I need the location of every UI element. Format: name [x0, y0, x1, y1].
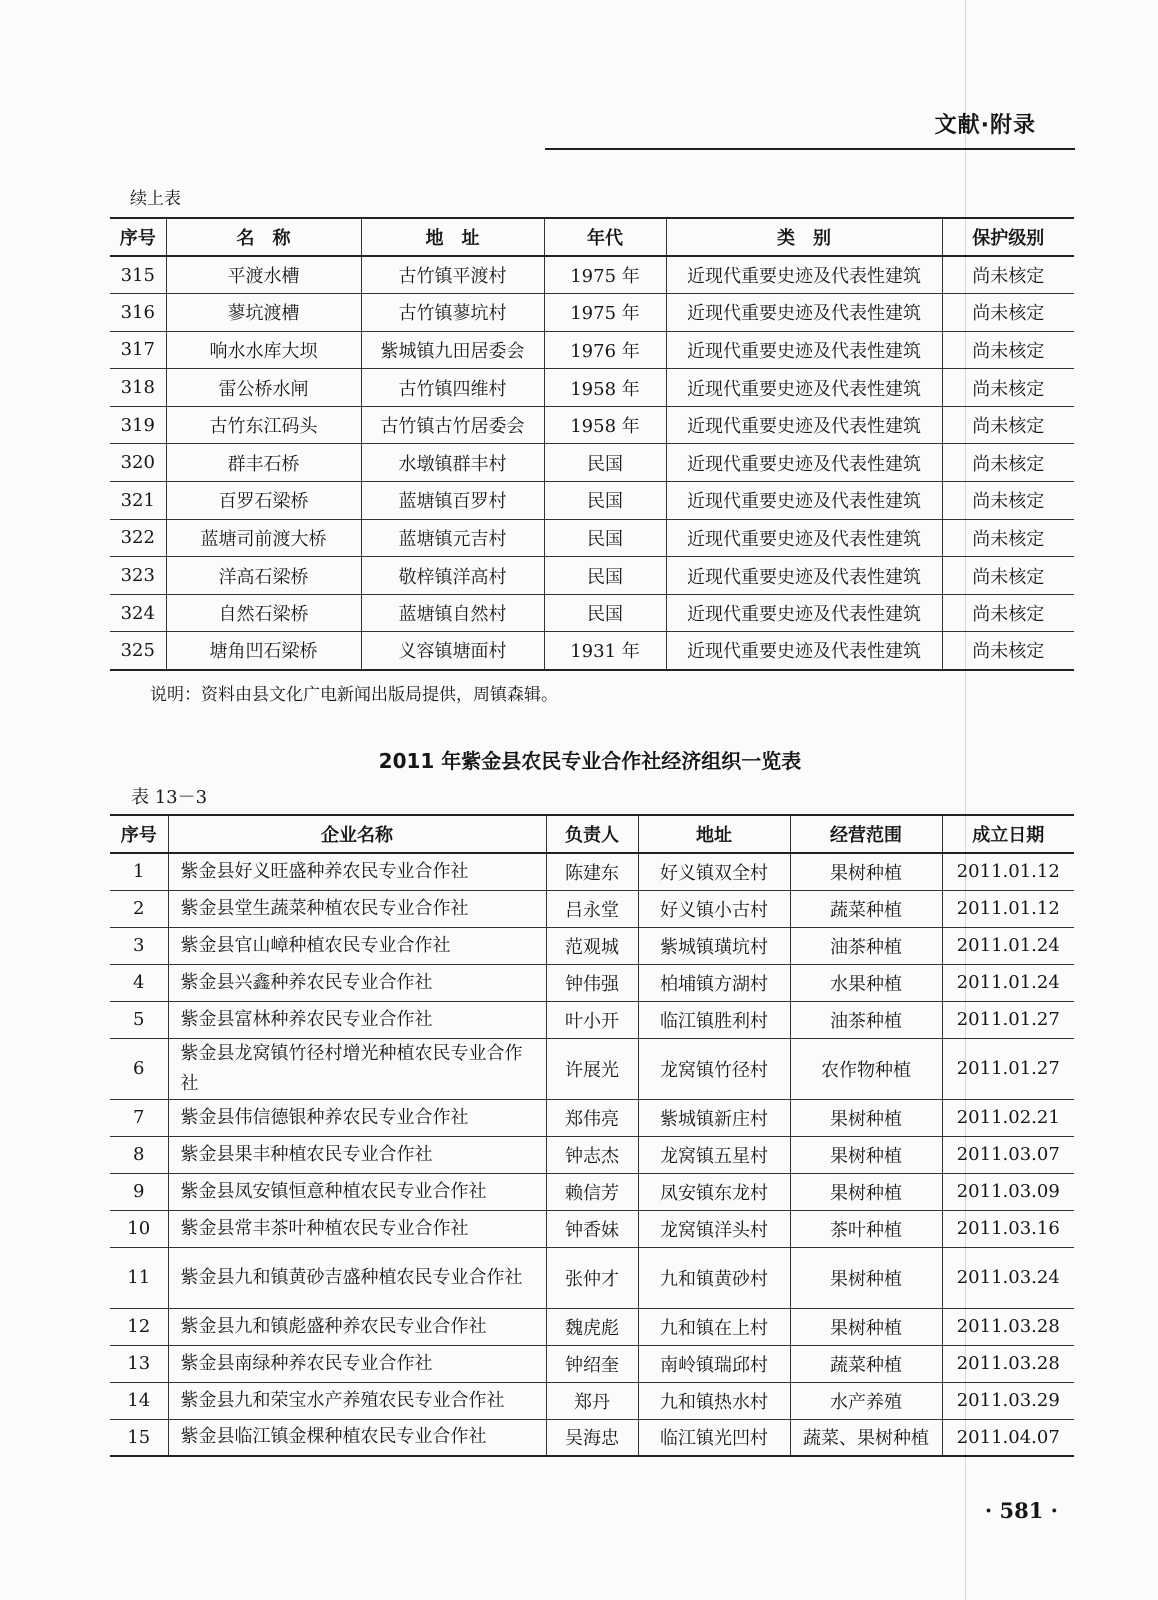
table-cell: 紫金县临江镇金棵种植农民专业合作社	[168, 1419, 546, 1456]
table-cell: 近现代重要史迹及代表性建筑	[666, 369, 942, 407]
table-cell: 尚未核定	[942, 519, 1074, 557]
page-number: · 581 ·	[984, 1498, 1058, 1523]
table-row	[110, 890, 1074, 927]
table-row	[110, 1247, 1074, 1308]
table-cell: 果树种植	[790, 1308, 942, 1345]
table-cell: 2011.02.21	[942, 1099, 1074, 1136]
table-cell: 2	[110, 890, 168, 927]
table-cell: 1	[110, 853, 168, 890]
table-cell: 1976 年	[544, 331, 666, 369]
cooperatives-table	[110, 814, 1074, 1457]
table-row	[110, 369, 1074, 407]
table-cell: 龙窝镇洋头村	[638, 1210, 790, 1247]
table-cell: 凤安镇东龙村	[638, 1173, 790, 1210]
table-cell: 百罗石梁桥	[166, 482, 361, 520]
table-cell: 316	[110, 294, 166, 332]
table-cell: 果树种植	[790, 1136, 942, 1173]
table-note: 说明：资料由县文化广电新闻出版局提供，周镇森辑。	[150, 685, 558, 705]
table-cell: 13	[110, 1345, 168, 1382]
table-cell: 尚未核定	[942, 557, 1074, 595]
table-cell: 紫金县南绿种养农民专业合作社	[168, 1345, 546, 1382]
table-row	[110, 1173, 1074, 1210]
table-cell: 近现代重要史迹及代表性建筑	[666, 294, 942, 332]
table-cell: 郑丹	[546, 1382, 638, 1419]
table-cell: 紫金县伟信德银种养农民专业合作社	[168, 1099, 546, 1136]
table-row	[110, 964, 1074, 1001]
table-cell: 325	[110, 632, 166, 670]
table-cell: 近现代重要史迹及代表性建筑	[666, 594, 942, 632]
table-row	[110, 927, 1074, 964]
column-header: 企业名称	[168, 815, 546, 853]
table-cell: 蓝塘司前渡大桥	[166, 519, 361, 557]
table-cell: 蔬菜种植	[790, 890, 942, 927]
table-cell: 民国	[544, 594, 666, 632]
table-cell: 柏埔镇方湖村	[638, 964, 790, 1001]
table-cell: 陈建东	[546, 853, 638, 890]
table-cell: 4	[110, 964, 168, 1001]
table-cell: 2011.04.07	[942, 1419, 1074, 1456]
table-cell: 2011.01.27	[942, 1001, 1074, 1038]
table-cell: 农作物种植	[790, 1038, 942, 1099]
table-cell: 近现代重要史迹及代表性建筑	[666, 256, 942, 294]
table-cell: 叶小开	[546, 1001, 638, 1038]
table-cell: 魏虎彪	[546, 1308, 638, 1345]
table-cell: 2011.03.29	[942, 1382, 1074, 1419]
table-cell: 323	[110, 557, 166, 595]
table-cell: 水果种植	[790, 964, 942, 1001]
table-cell: 1958 年	[544, 369, 666, 407]
table-cell: 紫金县常丰茶叶种植农民专业合作社	[168, 1210, 546, 1247]
table-cell: 临江镇光凹村	[638, 1419, 790, 1456]
table-cell: 8	[110, 1136, 168, 1173]
table-cell: 水产养殖	[790, 1382, 942, 1419]
table-cell: 尚未核定	[942, 632, 1074, 670]
table-cell: 2011.01.24	[942, 964, 1074, 1001]
table-cell: 紫金县富林种养农民专业合作社	[168, 1001, 546, 1038]
table-cell: 近现代重要史迹及代表性建筑	[666, 331, 942, 369]
table-row	[110, 294, 1074, 332]
table-cell: 龙窝镇竹径村	[638, 1038, 790, 1099]
running-header-title: 文献·附录	[934, 113, 1036, 138]
table-cell: 民国	[544, 444, 666, 482]
table-cell: 尚未核定	[942, 444, 1074, 482]
table-cell: 九和镇黄砂村	[638, 1247, 790, 1308]
table-cell: 紫金县九和荣宝水产养殖农民专业合作社	[168, 1382, 546, 1419]
table-cell: 响水水库大坝	[166, 331, 361, 369]
table-cell: 范观城	[546, 927, 638, 964]
table-cell: 南岭镇瑞邱村	[638, 1345, 790, 1382]
table-cell: 2011.03.28	[942, 1345, 1074, 1382]
table-cell: 果树种植	[790, 853, 942, 890]
table-cell: 古竹镇古竹居委会	[361, 406, 544, 444]
heritage-sites-table	[110, 217, 1074, 671]
table-row	[110, 482, 1074, 520]
table-row	[110, 1382, 1074, 1419]
table-row	[110, 1345, 1074, 1382]
table-cell: 果树种植	[790, 1173, 942, 1210]
table-row	[110, 256, 1074, 294]
table-cell: 1975 年	[544, 294, 666, 332]
table-cell: 14	[110, 1382, 168, 1419]
table-row	[110, 1308, 1074, 1345]
table-cell: 6	[110, 1038, 168, 1099]
table-cell: 古竹镇四维村	[361, 369, 544, 407]
table-row	[110, 1136, 1074, 1173]
table-cell: 尚未核定	[942, 482, 1074, 520]
table-cell: 水墩镇群丰村	[361, 444, 544, 482]
table-number: 表 13－3	[131, 787, 208, 808]
table-cell: 321	[110, 482, 166, 520]
table-cell: 群丰石桥	[166, 444, 361, 482]
table-cell: 钟志杰	[546, 1136, 638, 1173]
table-cell: 果树种植	[790, 1099, 942, 1136]
table-cell: 2011.01.12	[942, 890, 1074, 927]
table-cell: 蔬菜种植	[790, 1345, 942, 1382]
table-cell: 蔬菜、果树种植	[790, 1419, 942, 1456]
table-cell: 315	[110, 256, 166, 294]
table-cell: 3	[110, 927, 168, 964]
table-row	[110, 1001, 1074, 1038]
table-cell: 紫城镇九田居委会	[361, 331, 544, 369]
table-row	[110, 406, 1074, 444]
table-cell: 7	[110, 1099, 168, 1136]
table-row	[110, 1210, 1074, 1247]
table-cell: 尚未核定	[942, 294, 1074, 332]
column-header: 成立日期	[942, 815, 1074, 853]
table-cell: 义容镇塘面村	[361, 632, 544, 670]
table-cell: 319	[110, 406, 166, 444]
table-cell: 紫城镇新庄村	[638, 1099, 790, 1136]
table-header-row	[110, 815, 1074, 853]
table-cell: 1931 年	[544, 632, 666, 670]
table-cell: 龙窝镇五星村	[638, 1136, 790, 1173]
table-cell: 张仲才	[546, 1247, 638, 1308]
table-cell: 好义镇小古村	[638, 890, 790, 927]
table-cell: 324	[110, 594, 166, 632]
table-cell: 紫金县好义旺盛种养农民专业合作社	[168, 853, 546, 890]
table-cell: 敬梓镇洋高村	[361, 557, 544, 595]
table-cell: 2011.01.27	[942, 1038, 1074, 1099]
table-cell: 紫金县堂生蔬菜种植农民专业合作社	[168, 890, 546, 927]
table-cell: 九和镇在上村	[638, 1308, 790, 1345]
table-cell: 15	[110, 1419, 168, 1456]
table-row	[110, 519, 1074, 557]
table-cell: 2011.03.16	[942, 1210, 1074, 1247]
table-row	[110, 853, 1074, 890]
table-row	[110, 557, 1074, 595]
table-cell: 322	[110, 519, 166, 557]
table-cell: 317	[110, 331, 166, 369]
table-cell: 古竹镇平渡村	[361, 256, 544, 294]
column-header: 序号	[110, 218, 166, 256]
table-cell: 民国	[544, 557, 666, 595]
table-cell: 近现代重要史迹及代表性建筑	[666, 557, 942, 595]
table-cell: 赖信芳	[546, 1173, 638, 1210]
table-cell: 2011.01.24	[942, 927, 1074, 964]
table-cell: 尚未核定	[942, 256, 1074, 294]
table-cell: 9	[110, 1173, 168, 1210]
table-cell: 紫金县兴鑫种养农民专业合作社	[168, 964, 546, 1001]
column-header: 地 址	[361, 218, 544, 256]
table-cell: 许展光	[546, 1038, 638, 1099]
table-cell: 近现代重要史迹及代表性建筑	[666, 406, 942, 444]
table-cell: 尚未核定	[942, 594, 1074, 632]
table-cell: 好义镇双全村	[638, 853, 790, 890]
table-cell: 吕永堂	[546, 890, 638, 927]
table-row	[110, 331, 1074, 369]
table-cell: 钟香妹	[546, 1210, 638, 1247]
table-cell: 紫金县官山嶂种植农民专业合作社	[168, 927, 546, 964]
table-cell: 2011.03.09	[942, 1173, 1074, 1210]
table-cell: 洋高石梁桥	[166, 557, 361, 595]
table-cell: 临江镇胜利村	[638, 1001, 790, 1038]
table-row	[110, 444, 1074, 482]
table-cell: 紫金县九和镇黄砂吉盛种植农民专业合作社	[168, 1247, 546, 1308]
table-cell: 蓝塘镇元吉村	[361, 519, 544, 557]
table-cell: 10	[110, 1210, 168, 1247]
table-cell: 1958 年	[544, 406, 666, 444]
table-cell: 近现代重要史迹及代表性建筑	[666, 444, 942, 482]
table-cell: 茶叶种植	[790, 1210, 942, 1247]
continued-table-label: 续上表	[130, 189, 181, 209]
table-cell: 郑伟亮	[546, 1099, 638, 1136]
table-cell: 2011.03.07	[942, 1136, 1074, 1173]
table-cell: 吴海忠	[546, 1419, 638, 1456]
table-cell: 蓼坑渡槽	[166, 294, 361, 332]
table-row	[110, 1419, 1074, 1456]
table-cell: 紫金县凤安镇恒意种植农民专业合作社	[168, 1173, 546, 1210]
table-cell: 紫金县果丰种植农民专业合作社	[168, 1136, 546, 1173]
table-cell: 近现代重要史迹及代表性建筑	[666, 632, 942, 670]
table-cell: 蓝塘镇百罗村	[361, 482, 544, 520]
table-cell: 民国	[544, 519, 666, 557]
section-title: 2011 年紫金县农民专业合作社经济组织一览表	[378, 749, 802, 773]
table-cell: 近现代重要史迹及代表性建筑	[666, 519, 942, 557]
table-cell: 蓝塘镇自然村	[361, 594, 544, 632]
table-row	[110, 1038, 1074, 1099]
column-header: 负责人	[546, 815, 638, 853]
table-cell: 尚未核定	[942, 331, 1074, 369]
table-cell: 尚未核定	[942, 369, 1074, 407]
table-cell: 2011.03.24	[942, 1247, 1074, 1308]
table-row	[110, 632, 1074, 670]
table-cell: 钟伟强	[546, 964, 638, 1001]
column-header: 经营范围	[790, 815, 942, 853]
table-cell: 11	[110, 1247, 168, 1308]
table-cell: 320	[110, 444, 166, 482]
table-header-row	[110, 218, 1074, 256]
column-header: 年代	[544, 218, 666, 256]
table-cell: 古竹镇蓼坑村	[361, 294, 544, 332]
table-cell: 油茶种植	[790, 927, 942, 964]
table-cell: 油茶种植	[790, 1001, 942, 1038]
table-cell: 2011.03.28	[942, 1308, 1074, 1345]
table-cell: 紫城镇璜坑村	[638, 927, 790, 964]
table-cell: 果树种植	[790, 1247, 942, 1308]
table-cell: 九和镇热水村	[638, 1382, 790, 1419]
table-cell: 5	[110, 1001, 168, 1038]
table-cell: 塘角凹石梁桥	[166, 632, 361, 670]
table-cell: 近现代重要史迹及代表性建筑	[666, 482, 942, 520]
table-cell: 民国	[544, 482, 666, 520]
table-row	[110, 594, 1074, 632]
table-cell: 12	[110, 1308, 168, 1345]
table-cell: 尚未核定	[942, 406, 1074, 444]
column-header: 类 别	[666, 218, 942, 256]
column-header: 保护级别	[942, 218, 1074, 256]
table-cell: 1975 年	[544, 256, 666, 294]
table-cell: 紫金县九和镇彪盛种养农民专业合作社	[168, 1308, 546, 1345]
table-cell: 自然石梁桥	[166, 594, 361, 632]
table-cell: 平渡水槽	[166, 256, 361, 294]
column-header: 地址	[638, 815, 790, 853]
header-rule	[545, 148, 1075, 150]
table-cell: 钟绍奎	[546, 1345, 638, 1382]
table-cell: 雷公桥水闸	[166, 369, 361, 407]
table-cell: 318	[110, 369, 166, 407]
column-header: 序号	[110, 815, 168, 853]
table-cell: 2011.01.12	[942, 853, 1074, 890]
table-cell: 古竹东江码头	[166, 406, 361, 444]
table-row	[110, 1099, 1074, 1136]
table-cell: 紫金县龙窝镇竹径村增光种植农民专业合作社	[168, 1038, 546, 1099]
column-header: 名 称	[166, 218, 361, 256]
